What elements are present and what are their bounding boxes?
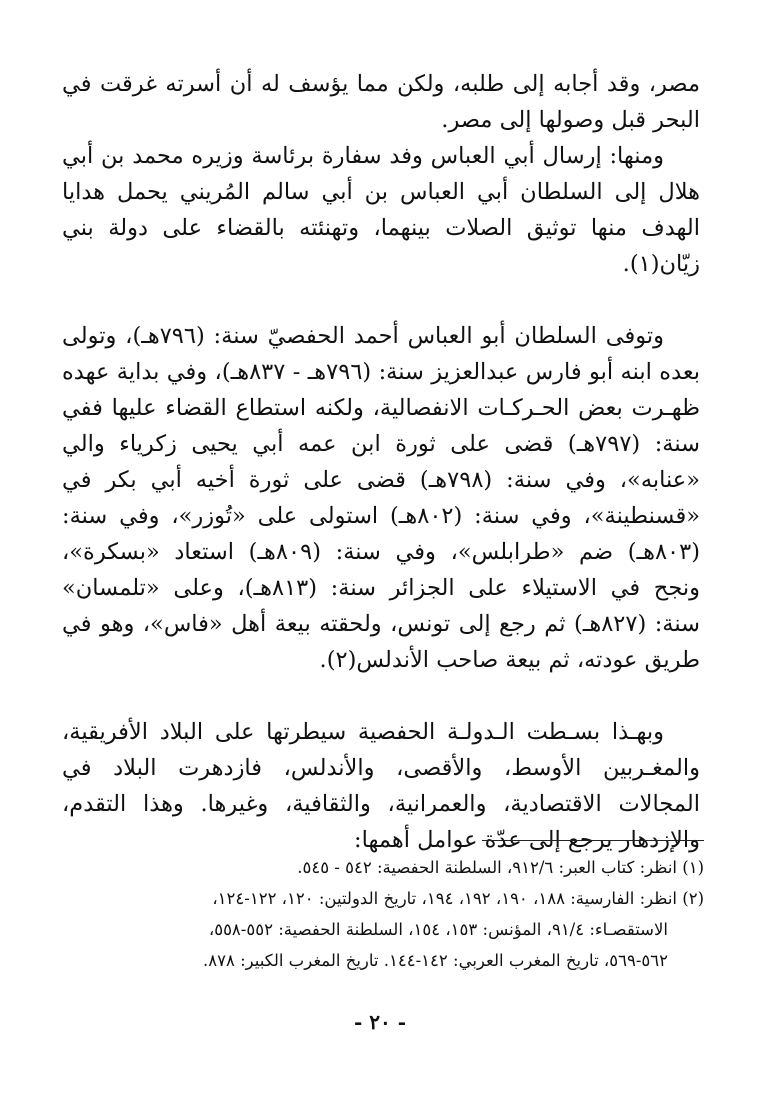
footnote-2-line-3: ٥٦٢-٥٦٩، تاريخ المغرب العربي: ١٤٢-١٤٤. تاريخ المغرب الكبير: ٨٧٨. bbox=[203, 951, 668, 970]
page-number: - ٢٠ - bbox=[353, 1010, 406, 1034]
footnote-2-line-2: الاستقصـاء: ٩١/٤، المؤنس: ١٥٣، ١٥٤، السلطنة الحفصية: ٥٥٢-٥٥٨، bbox=[208, 920, 668, 939]
paragraph-2: ومنها: إرسال أبي العباس وفد سفارة برئاسة وزيره محمد بن أبي هلال إلى السلطان أبي العباس بن أبي سالم المُريني يحمل هدايا الهدف منها توثيق الصلات بينهما، وتهنئته بالقضاء على دولة بني زيّان(١). bbox=[62, 143, 700, 277]
footnote-1: (١) انظر: كتاب العبر: ٩١٢/٦، السلطنة الحفصية: ٥٤٢ - ٥٤٥. bbox=[297, 858, 704, 877]
footnote-2-line-1: (٢) انظر: الفارسية: ١٨٨، ١٩٠، ١٩٢، ١٩٤، تاريخ الدولتين: ١٢٠، ١٢٢-١٢٤، bbox=[212, 889, 704, 908]
paragraph-3: وتوفى السلطان أبو العباس أحمد الحفصيّ سنة: (٧٩٦هـ)، وتولى بعده ابنه أبو فارس عبدالعزيز سنة: (٧٩٦هـ - ٨٣٧هـ)، وفي بداية عهده ظهـرت بعض الحـركـات الانفصالية، ولكنه استطاع القضاء عليها ففي سنة: (٧٩٧هـ) قضى على ثورة ابن عمه أبي يحيى زكرياء والي «عنابه»، وفي سنة: (٧٩٨هـ) قضى على ثورة أخيه أبي بكر في «قسنطينة»، وفي سنة: (٨٠٢هـ) استولى على «تُوزر»، وفي سنة: (٨٠٣هـ) ضم «طرابلس»، وفي سنة: (٨٠٩هـ) استعاد «بسكرة»، ونجح في الاستيلاء على الجزائر سنة: (٨١٣هـ)، وعلى «تلمسان» سنة: (٨٢٧هـ) ثم رجع إلى تونس، ولحقته بيعة أهل «فاس»، وهو في طريق عودته، ثم بيعة صاحب الأندلس(٢). bbox=[62, 323, 701, 673]
footnotes bbox=[60, 852, 704, 976]
paragraph-4: وبهـذا بسـطت الـدولـة الحفصية سيطرتها على البلاد الأفريقية، والمغـربين الأوسط، والأقصى، والأندلس، فازدهرت البلاد في المجالات الاقتصادية، والعمرانية، والثقافية، وغيرها. وهذا التقدم، والإزدهار يرجع إلى عدّة عوامل أهمها: bbox=[62, 719, 700, 853]
footnote-divider bbox=[482, 840, 704, 841]
body-text bbox=[62, 66, 700, 858]
paragraph-1: مصر، وقد أجابه إلى طلبه، ولكن مما يؤسف له أن أسرته غرقت في البحر قبل وصولها إلى مصر. bbox=[62, 71, 700, 133]
